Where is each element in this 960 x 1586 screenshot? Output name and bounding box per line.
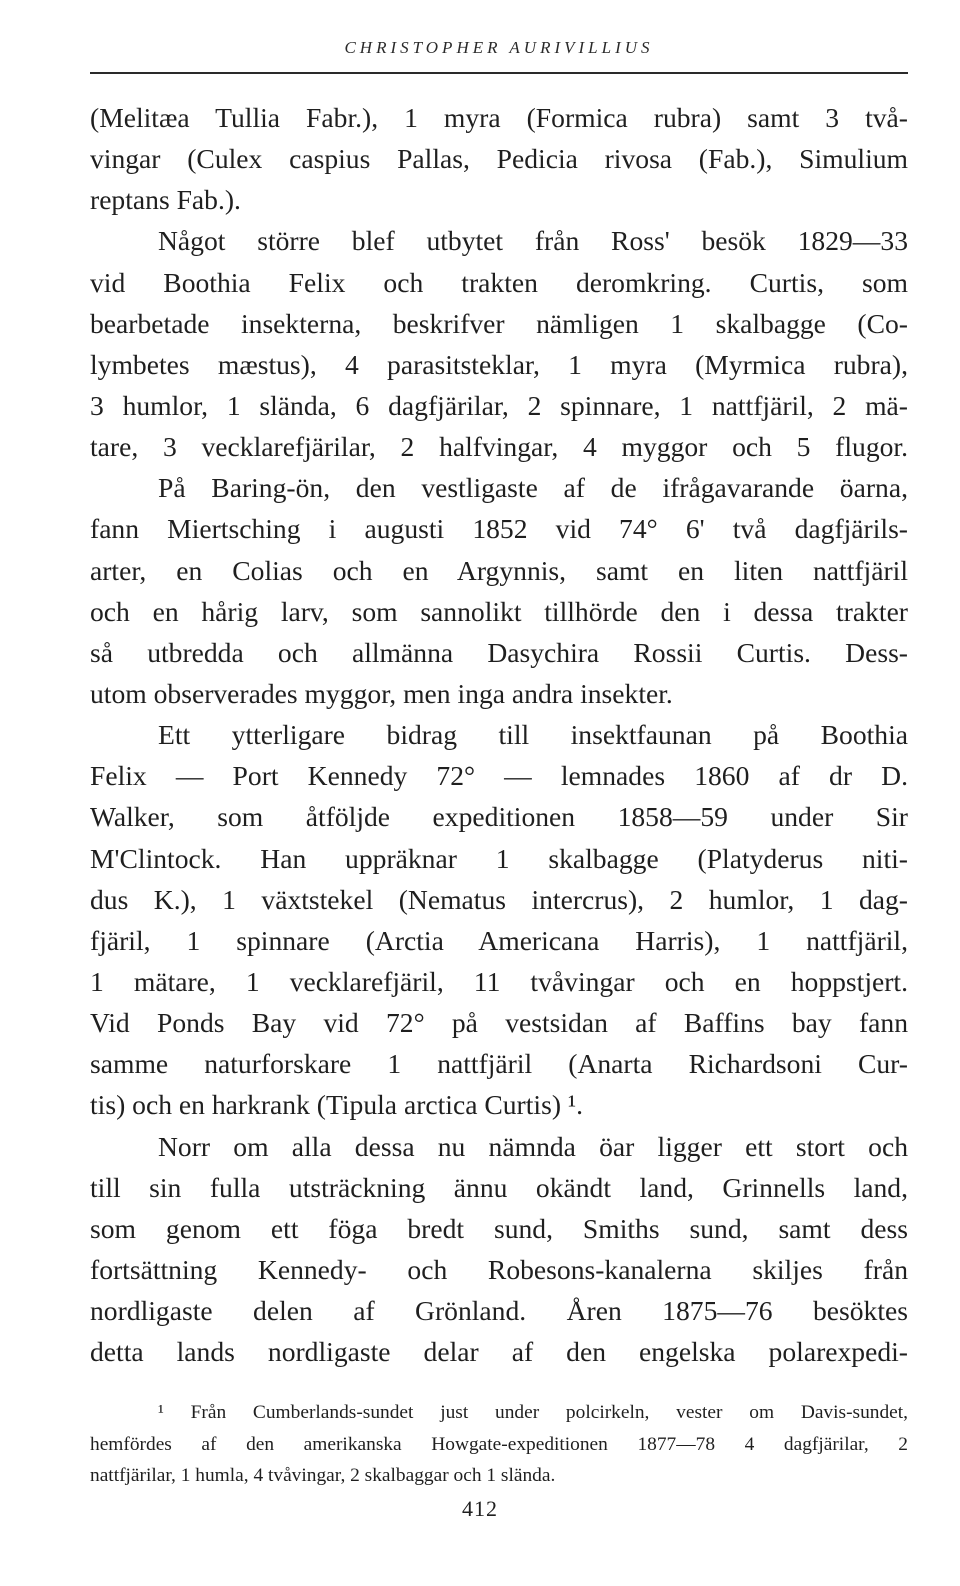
footnote-line: ¹ Från Cumberlands-sundet just under polcirkeln, vester om Davis-sundet, bbox=[158, 1402, 908, 1423]
header-rule bbox=[90, 72, 908, 74]
body-line: till sin fulla utsträckning ännu okändt land, Grinnells land, bbox=[90, 1171, 908, 1203]
body-line: arter, en Colias och en Argynnis, samt en liten nattfjäril bbox=[90, 554, 908, 586]
body-text bbox=[90, 97, 908, 1372]
footnote-line: hemfördes af den amerikanska Howgate-expeditionen 1877—78 4 dagfjärilar, 2 bbox=[90, 1433, 908, 1455]
body-line: 1 mätare, 1 vecklarefjäril, 11 tvåvingar och en hoppstjert. bbox=[90, 965, 908, 997]
running-head: CHRISTOPHER AURIVILLIUS bbox=[344, 38, 654, 57]
body-line: På Baring-ön, den vestligaste af de ifrågavarande öarna, bbox=[158, 472, 908, 504]
body-line: och en hårig larv, som sannolikt tillhörde den i dessa trakter bbox=[90, 595, 908, 627]
body-line: Felix — Port Kennedy 72° — lemnades 1860 af dr D. bbox=[90, 760, 908, 792]
footnotes bbox=[90, 1397, 908, 1492]
body-line: dus K.), 1 växtstekel (Nematus intercrus), 2 humlor, 1 dag- bbox=[90, 883, 908, 915]
body-line: Walker, som åtföljde expeditionen 1858—59 under Sir bbox=[90, 801, 908, 833]
body-line: Något större blef utbytet från Ross' besök 1829—33 bbox=[158, 225, 908, 257]
page-number: 412 bbox=[462, 1496, 498, 1521]
body-line: tis) och en harkrank (Tipula arctica Curtis) ¹. bbox=[90, 1089, 584, 1121]
body-line: Norr om alla dessa nu nämnda öar ligger ett stort och bbox=[158, 1130, 908, 1162]
body-line: Ett ytterligare bidrag till insektfaunan på Boothia bbox=[158, 719, 908, 751]
body-line: reptans Fab.). bbox=[90, 184, 241, 216]
body-line: samme naturforskare 1 nattfjäril (Anarta Richardsoni Cur- bbox=[90, 1048, 908, 1080]
body-line: bearbetade insekterna, beskrifver nämligen 1 skalbagge (Co- bbox=[90, 307, 908, 339]
body-line: fann Miertsching i augusti 1852 vid 74° 6' två dagfjärils- bbox=[90, 513, 908, 545]
body-line: fortsättning Kennedy- och Robesons-kanalerna skiljes från bbox=[90, 1253, 908, 1285]
body-line: som genom ett föga bredt sund, Smiths sund, samt dess bbox=[90, 1212, 908, 1244]
body-line: utom observerades myggor, men inga andra insekter. bbox=[90, 677, 673, 709]
body-line: detta lands nordligaste delar af den engelska polarexpedi- bbox=[90, 1336, 908, 1368]
body-line: vingar (Culex caspius Pallas, Pedicia rivosa (Fab.), Simulium bbox=[90, 143, 908, 175]
body-line: (Melitæa Tullia Fabr.), 1 myra (Formica rubra) samt 3 två- bbox=[90, 102, 908, 133]
body-line: 3 humlor, 1 slända, 6 dagfjärilar, 2 spinnare, 1 nattfjäril, 2 mä- bbox=[90, 389, 908, 421]
body-line: M'Clintock. Han uppräknar 1 skalbagge (Platyderus niti- bbox=[90, 842, 908, 874]
footnote-line: nattfjärilar, 1 humla, 4 tvåvingar, 2 skalbaggar och 1 slända. bbox=[90, 1465, 556, 1487]
body-line: fjäril, 1 spinnare (Arctia Americana Harris), 1 nattfjäril, bbox=[90, 924, 908, 956]
body-line: Vid Ponds Bay vid 72° på vestsidan af Baffins bay fann bbox=[90, 1007, 908, 1039]
body-line: så utbredda och allmänna Dasychira Rossii Curtis. Dess- bbox=[90, 636, 908, 668]
body-line: tare, 3 vecklarefjärilar, 2 halfvingar, 4 myggor och 5 flugor. bbox=[90, 431, 908, 463]
body-line: vid Boothia Felix och trakten deromkring. Curtis, som bbox=[90, 266, 908, 298]
body-line: lymbetes mæstus), 4 parasitsteklar, 1 myra (Myrmica rubra), bbox=[90, 348, 908, 380]
body-line: nordligaste delen af Grönland. Åren 1875—76 besöktes bbox=[90, 1295, 908, 1327]
